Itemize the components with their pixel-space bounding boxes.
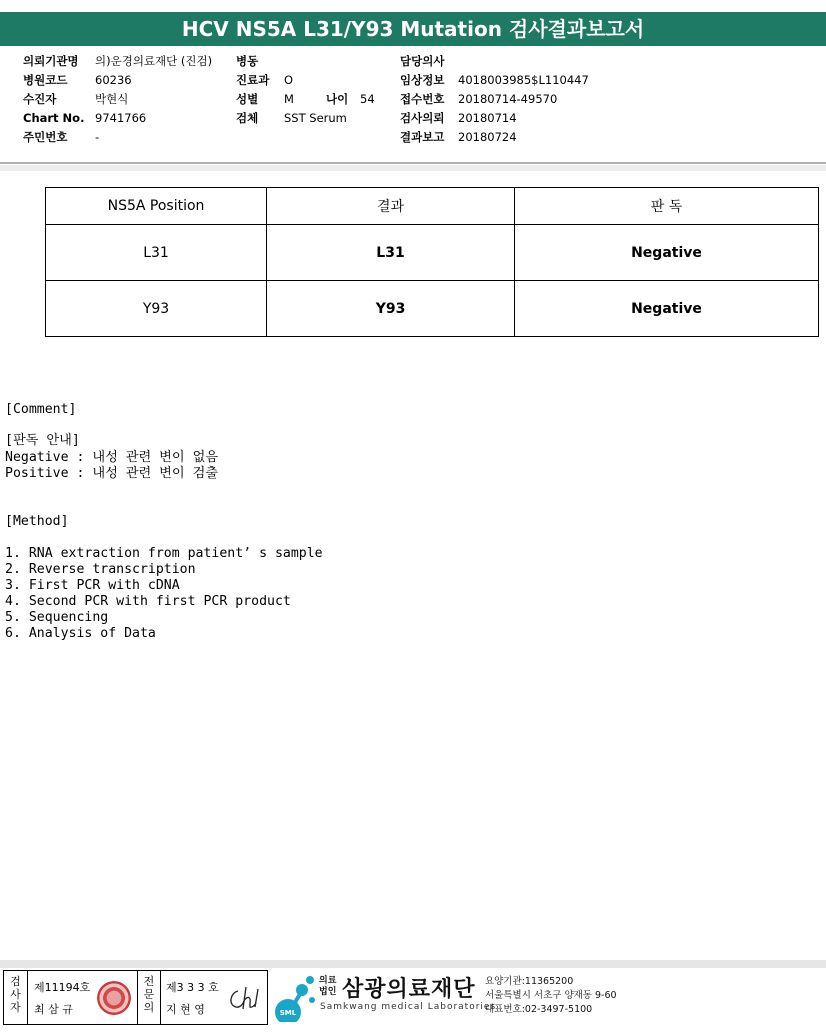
specimen-value: SST Serum	[284, 111, 347, 125]
cell-result: L31	[267, 225, 515, 281]
tester-label	[4, 971, 28, 1024]
cell-result: Y93	[267, 281, 515, 337]
method-step: 2. Reverse transcription	[5, 562, 196, 577]
chart-no-value: 9741766	[95, 111, 147, 125]
method-step: 4. Second PCR with first PCR product	[5, 594, 291, 609]
signature-box	[3, 970, 268, 1025]
org-prefix	[319, 976, 339, 998]
institution-logo	[272, 972, 632, 1024]
report-date-value: 20180724	[458, 130, 517, 144]
receipt-no-label: 접수번호	[400, 92, 445, 106]
rrn-label: 주민번호	[23, 130, 68, 144]
sml-logo-icon	[272, 974, 316, 1022]
report-title: HCV NS5A L31/Y93 Mutation 검사결과보고서	[0, 12, 826, 46]
sex-value: M	[284, 92, 294, 106]
footer-divider	[0, 960, 826, 968]
expert-label-text: 전문의	[143, 975, 155, 1014]
patient-name-label: 수진자	[23, 92, 57, 106]
hospital-code-value: 60236	[95, 73, 132, 87]
guide-positive: Positive : 내성 관련 변이 검출	[5, 466, 219, 481]
method-heading: [Method]	[5, 514, 69, 529]
expert-label	[137, 971, 161, 1024]
clinical-info-value: 4018003985$L110447	[458, 73, 589, 87]
institution-value: 의)운경의료재단 (진검)	[95, 54, 213, 68]
tester-license: 제11194호	[34, 981, 91, 994]
hospital-code-label: 병원코드	[23, 73, 68, 87]
expert-license: 제3 3 3 호	[166, 981, 219, 994]
header-divider	[0, 162, 826, 164]
cell-interpretation: Negative	[515, 281, 819, 337]
official-seal-icon	[97, 981, 131, 1015]
method-step: 3. First PCR with cDNA	[5, 578, 180, 593]
chart-no-label: Chart No.	[23, 111, 85, 125]
ward-label: 병동	[236, 54, 259, 68]
table-row	[46, 281, 819, 337]
patient-info	[0, 52, 826, 164]
rrn-value: -	[95, 130, 100, 144]
clinical-info-label: 임상정보	[400, 73, 445, 87]
cell-interpretation: Negative	[515, 225, 819, 281]
table-header-row	[46, 188, 819, 225]
expert-name: 지 현 영	[166, 1003, 205, 1016]
cell-position: Y93	[46, 281, 267, 337]
org-name: 삼광의료재단	[342, 977, 476, 1002]
care-number: 요양기관:11365200	[485, 976, 574, 987]
org-phone: 대표번호:02-3497-5100	[485, 1004, 593, 1015]
comment-heading: [Comment]	[5, 402, 77, 417]
signature-icon	[226, 983, 264, 1013]
request-date-label: 검사의뢰	[400, 111, 445, 125]
method-step: 1. RNA extraction from patient’ s sample	[5, 546, 323, 561]
institution-label: 의뢰기관명	[23, 54, 79, 68]
dept-value: O	[284, 73, 294, 87]
specimen-label: 검체	[236, 111, 259, 125]
org-contact	[485, 975, 617, 1017]
doctor-label: 담당의사	[400, 54, 445, 68]
cell-position: L31	[46, 225, 267, 281]
result-table	[45, 187, 819, 337]
request-date-value: 20180714	[458, 111, 517, 125]
age-label: 나이	[326, 92, 349, 106]
report-date-label: 결과보고	[400, 130, 445, 144]
guide-heading: [판독 안내]	[5, 433, 80, 448]
patient-name-value: 박현식	[95, 92, 129, 106]
receipt-no-value: 20180714-49570	[458, 92, 558, 106]
org-name-english: Samkwang medical Laboratories	[320, 1002, 497, 1012]
tester-name: 최 삼 규	[34, 1003, 73, 1016]
sex-label: 성별	[236, 92, 259, 106]
org-prefix-text: 의료법인	[319, 976, 337, 997]
org-address: 서울특별시 서초구 양재동 9-60	[485, 990, 617, 1001]
logo-text: SML	[279, 1009, 297, 1017]
guide-negative: Negative : 내성 관련 변이 없음	[5, 450, 219, 465]
method-step: 5. Sequencing	[5, 610, 109, 625]
tester-label-text: 검사자	[10, 975, 21, 1014]
header-divider-band	[0, 165, 826, 171]
column-header-position: NS5A Position	[46, 188, 267, 225]
column-header-interpretation: 판 독	[515, 188, 819, 225]
column-header-result: 결과	[267, 188, 515, 225]
dept-label: 진료과	[236, 73, 270, 87]
method-step: 6. Analysis of Data	[5, 626, 156, 641]
table-row	[46, 225, 819, 281]
age-value: 54	[360, 92, 375, 106]
